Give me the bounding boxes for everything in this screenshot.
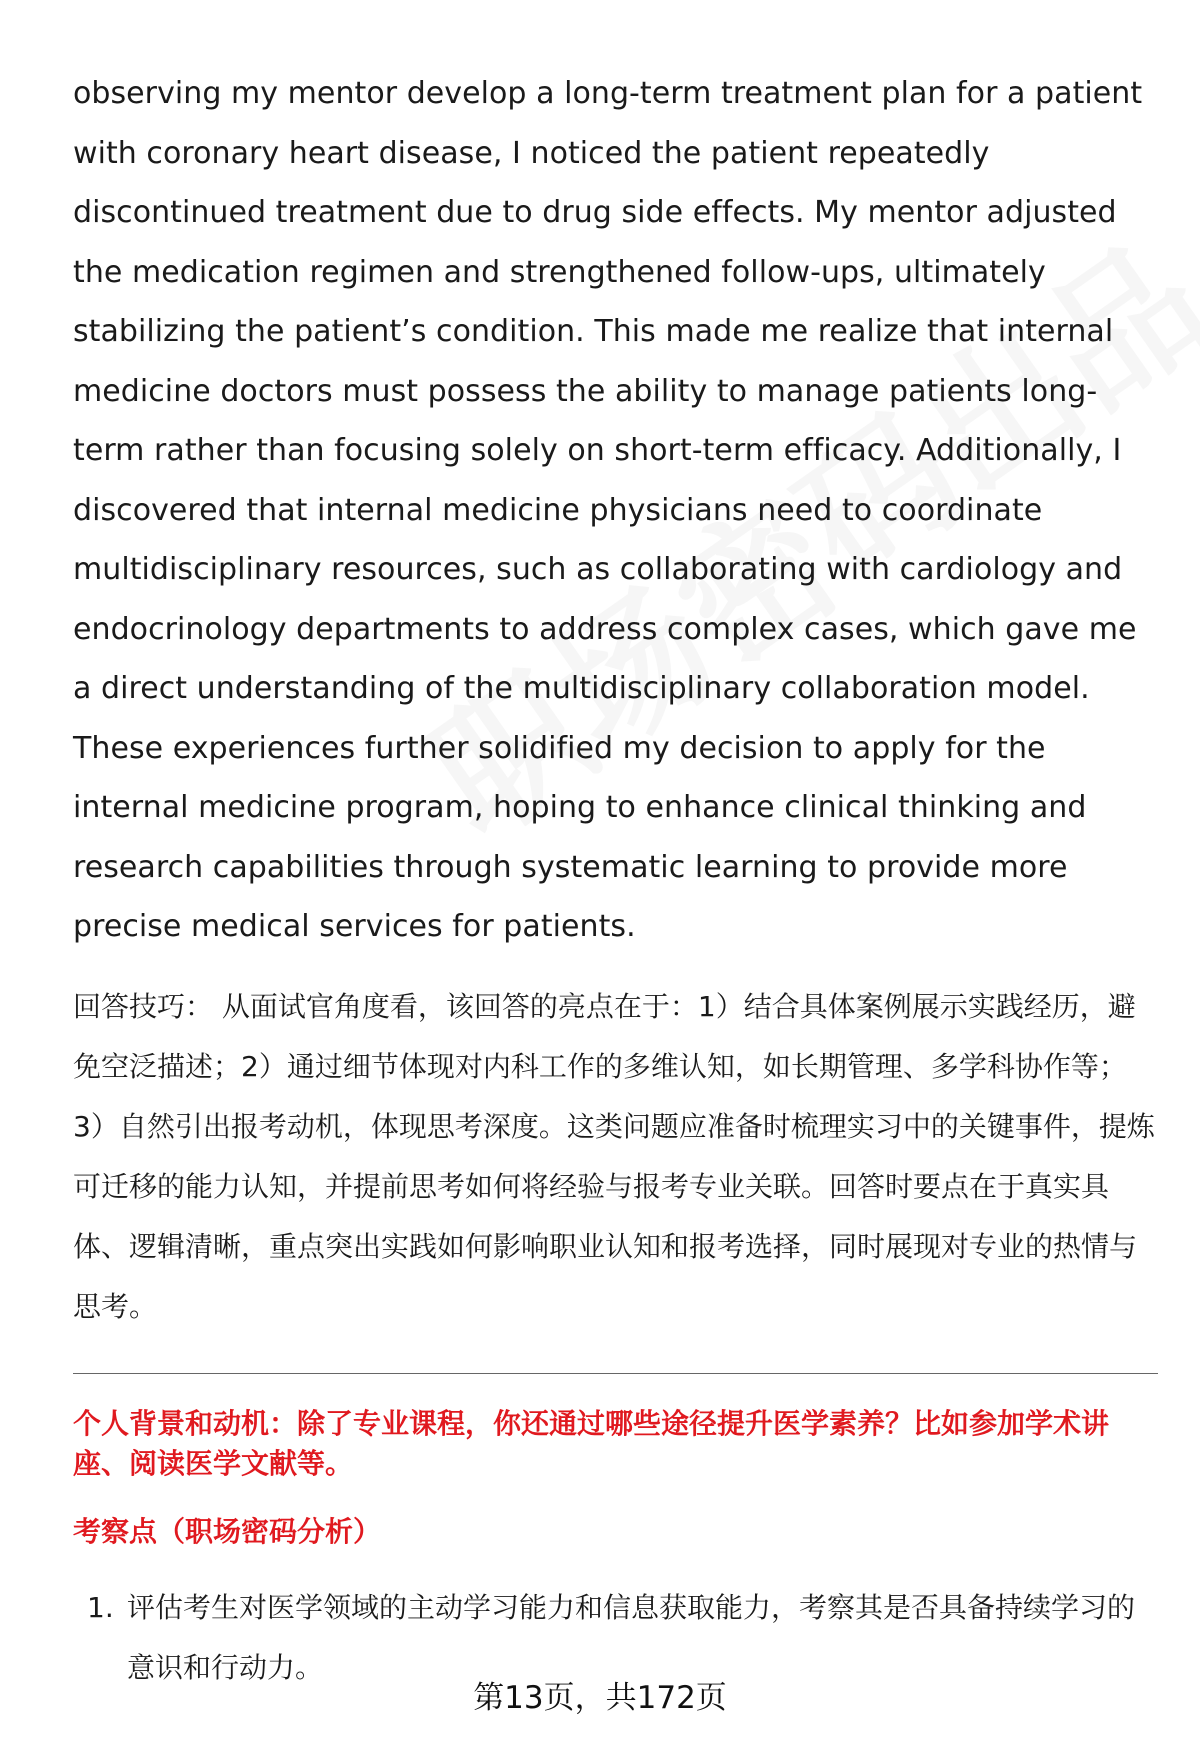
list-item-number: 1.: [87, 1590, 114, 1624]
answer-tip-paragraph: 回答技巧： 从面试官角度看，该回答的亮点在于：1）结合具体案例展示实践经历，避免空泛描述；2）通过细节体现对内科工作的多维认知，如长期管理、多学科协作等；3）自然引出报考动机，体现思考深度。这类问题应准备时梳理实习中的关键事件，提炼可迁移的能力认知，并提前思考如何将经验与报考专业关联。回答时要点在于真实具体、逻辑清晰，重点突出实践如何影响职业认知和报考选择，同时展现对专业的热情与思考。: [73, 989, 1155, 1323]
question-heading: 个人背景和动机：除了专业课程，你还通过哪些途径提升医学素养？比如参加学术讲座、阅读医学文献等。: [73, 1406, 1110, 1480]
section-divider: [73, 1373, 1158, 1374]
assessment-points-heading: 考察点（职场密码分析）: [73, 1514, 382, 1548]
document-page: [73, 64, 1158, 1698]
list-item-text: 评估考生对医学领域的主动学习能力和信息获取能力，考察其是否具备持续学习的意识和行动力。: [127, 1590, 1136, 1684]
page-number-footer: 第13页，共172页: [473, 1680, 727, 1716]
body-paragraph: observing my mentor develop a long-term treatment plan for a patient with coronary heart disease, I noticed the patient repeatedly discontinued treatment due to drug side effects. My mentor adjusted the medication regimen and strengthened follow-ups, ultimately stabilizing the patient’s condition. This made me realize that internal medicine doctors must possess the ability to manage patients long-term rather than focusing solely on short-term efficacy. Additionally, I discovered that internal medicine physicians need to coordinate multidisciplinary resources, such as collaborating with cardiology and endocrinology departments to address complex cases, which gave me a direct understanding of the multidisciplinary collaboration model. These experiences further solidified my decision to apply for the internal medicine program, hoping to enhance clinical thinking and research capabilities through systematic learning to provide more precise medical services for patients.: [73, 76, 1143, 944]
